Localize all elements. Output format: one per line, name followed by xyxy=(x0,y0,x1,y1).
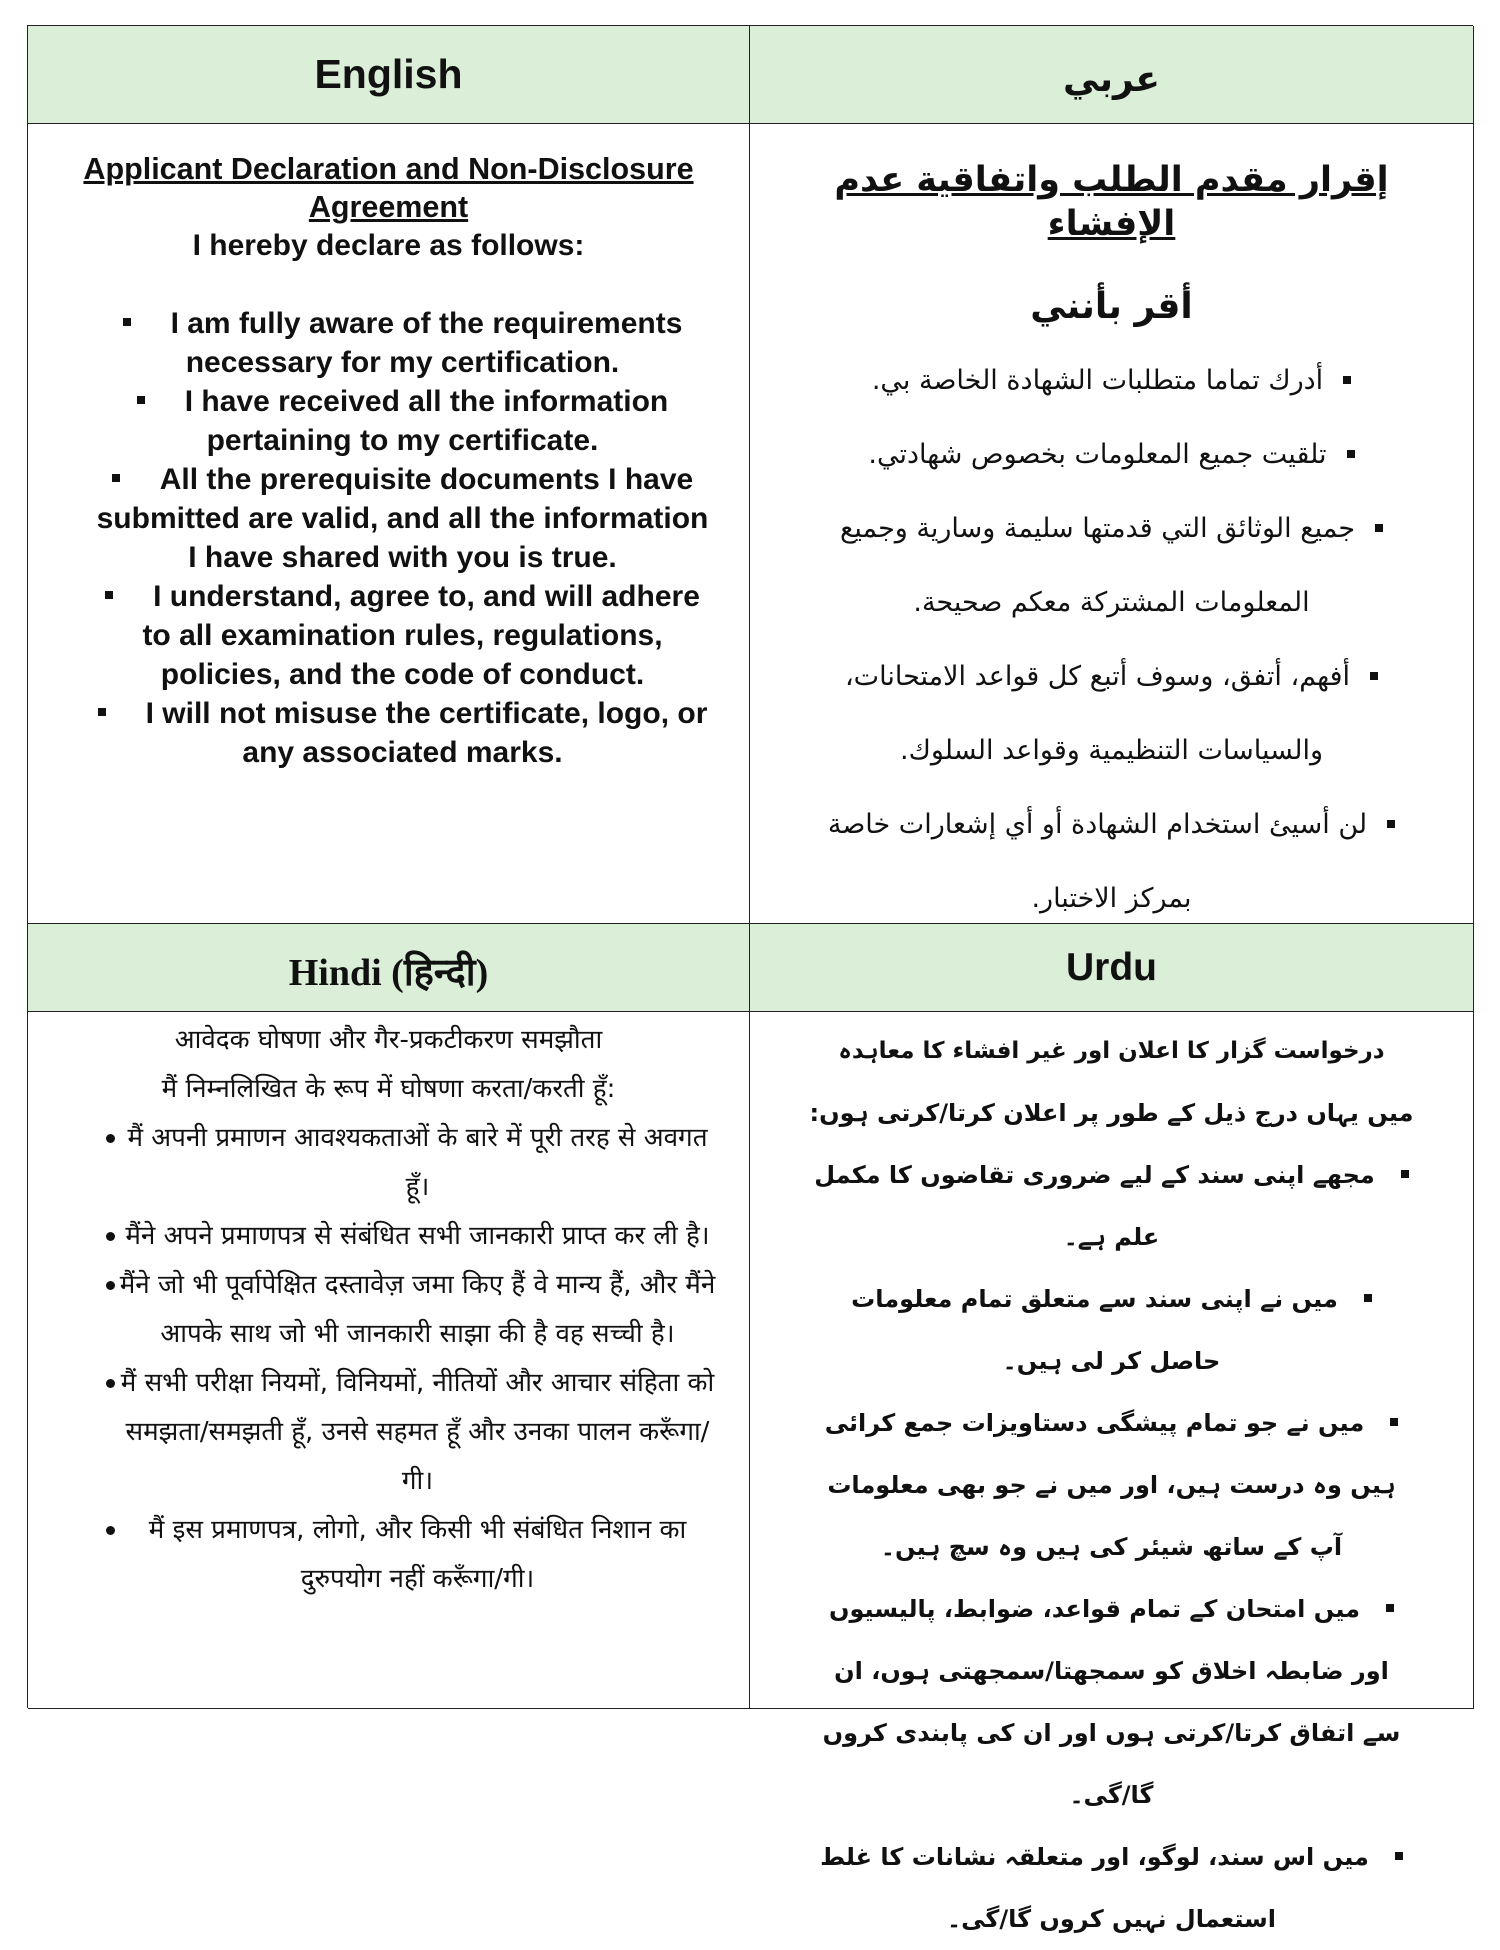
urdu-item-text: مجھے اپنی سند کے لیے ضروری تقاضوں کا مکمل علم ہے۔ xyxy=(814,1161,1375,1251)
urdu-title: درخواست گزار کا اعلان اور غیر افشاء کا معاہدہ xyxy=(838,1038,1385,1064)
english-items xyxy=(42,304,735,772)
list-item xyxy=(44,1506,733,1604)
square-bullet-icon xyxy=(1347,450,1355,458)
list-item xyxy=(42,304,735,382)
english-item-text: I will not misuse the certificate, logo, or any associated marks. xyxy=(145,697,708,769)
english-item-text: I have received all the information pertaining to my certificate. xyxy=(184,385,669,457)
list-item xyxy=(42,694,735,772)
english-item-text: I am fully aware of the requirements necessary for my certification. xyxy=(170,307,683,379)
hindi-item-text: मैंने अपने प्रमाणपत्र से संबंधित सभी जानकारी प्राप्त कर ली है। xyxy=(125,1221,710,1251)
header-english xyxy=(28,26,750,124)
arabic-declaration xyxy=(750,124,1474,924)
urdu-declaration xyxy=(750,1012,1474,1933)
hindi-items xyxy=(44,1114,733,1604)
hindi-item-text: मैं अपनी प्रमाणन आवश्यकताओं के बारे में पूरी तरह से अवगत हूँ। xyxy=(127,1123,708,1202)
hindi-title: आवेदक घोषणा और गैर-प्रकटीकरण समझौता xyxy=(174,1025,603,1055)
english-item-text: I understand, agree to, and will adhere to all examination rules, regulations, policies, and the code of conduct. xyxy=(142,580,700,691)
header-hindi-label: Hindi (हिन्दी) xyxy=(288,951,489,994)
list-item xyxy=(774,1268,1449,1392)
header-arabic xyxy=(750,26,1474,124)
list-item xyxy=(770,418,1453,492)
declaration-table xyxy=(27,25,1473,1933)
list-item xyxy=(770,492,1453,640)
list-item xyxy=(44,1359,733,1506)
square-bullet-icon xyxy=(1387,820,1395,828)
english-title: Applicant Declaration and Non-Disclosure Agreement xyxy=(83,152,694,224)
english-item-text: All the prerequisite documents I have submitted are valid, and all the information I have shared with you is true. xyxy=(96,463,709,574)
list-item xyxy=(774,1144,1449,1268)
header-arabic-label: عربي xyxy=(1063,59,1160,100)
hindi-intro: मैं निम्नलिखित के रूप में घोषणा करता/करती हूँ: xyxy=(161,1074,616,1104)
list-item xyxy=(42,577,735,694)
list-item xyxy=(774,1578,1449,1826)
list-item xyxy=(770,640,1453,788)
arabic-item-text: أفهم، أتفق، وسوف أتبع كل قواعد الامتحانات، والسياسات التنظيمية وقواعد السلوك. xyxy=(844,661,1351,766)
urdu-item-text: میں نے جو تمام پیشگی دستاویزات جمع کرائی ہیں وہ درست ہیں، اور میں نے جو بھی معلومات آپ کے ساتھ شیئر کی ہیں وہ سچ ہیں۔ xyxy=(824,1409,1396,1561)
square-bullet-icon xyxy=(1386,1604,1394,1612)
square-bullet-icon xyxy=(1401,1170,1409,1178)
list-item xyxy=(774,1392,1449,1578)
square-bullet-icon xyxy=(105,591,113,599)
square-bullet-icon xyxy=(112,474,120,482)
list-item xyxy=(44,1261,733,1359)
header-urdu-label: Urdu xyxy=(1066,945,1157,989)
list-item xyxy=(44,1212,733,1261)
list-item xyxy=(44,1114,733,1212)
square-bullet-icon xyxy=(123,318,131,326)
urdu-intro: میں یہاں درج ذیل کے طور پر اعلان کرتا/کرتی ہوں: xyxy=(809,1099,1414,1127)
urdu-item-text: میں اس سند، لوگو، اور متعلقہ نشانات کا غلط استعمال نہیں کروں گا/گی۔ xyxy=(820,1843,1369,1933)
list-item xyxy=(770,344,1453,418)
urdu-item-text: میں نے اپنی سند سے متعلق تمام معلومات حاصل کر لی ہیں۔ xyxy=(851,1285,1338,1375)
square-bullet-icon xyxy=(98,708,106,716)
list-item xyxy=(42,382,735,460)
arabic-item-text: لن أسيئ استخدام الشهادة أو أي إشعارات خاصة بمركز الاختبار. xyxy=(827,809,1368,914)
square-bullet-icon xyxy=(1390,1418,1398,1426)
arabic-item-text: تلقيت جميع المعلومات بخصوص شهادتي. xyxy=(868,439,1327,470)
arabic-item-text: جميع الوثائق التي قدمتها سليمة وسارية وجميع المعلومات المشتركة معكم صحيحة. xyxy=(839,513,1356,618)
hindi-item-text: मैं सभी परीक्षा नियमों, विनियमों, नीतियों और आचार संहिता को समझता/समझती हूँ, उनसे सहमत हूँ और उनका पालन करूँगा/गी। xyxy=(120,1368,715,1496)
english-declaration xyxy=(28,124,750,924)
arabic-title: إقرار مقدم الطلب واتفاقية عدم الإفشاء xyxy=(834,160,1389,244)
square-bullet-icon xyxy=(1364,1294,1372,1302)
list-item xyxy=(774,1826,1449,1950)
header-urdu xyxy=(750,924,1474,1012)
square-bullet-icon xyxy=(1375,524,1383,532)
header-hindi xyxy=(28,924,750,1012)
square-bullet-icon xyxy=(1395,1852,1403,1860)
square-bullet-icon xyxy=(137,396,145,404)
list-item xyxy=(42,460,735,577)
hindi-declaration xyxy=(28,1012,750,1709)
urdu-items xyxy=(774,1144,1449,1950)
header-english-label: English xyxy=(314,51,463,97)
urdu-item-text: میں امتحان کے تمام قواعد، ضوابط، پالیسیوں اور ضابطہ اخلاق کو سمجھتا/سمجھتی ہوں، ان سے اتفاق کرتا/کرتی ہوں اور ان کی پابندی کروں گا/گی۔ xyxy=(822,1595,1401,1809)
english-intro: I hereby declare as follows: xyxy=(192,229,585,262)
arabic-intro: أقر بأنني xyxy=(1030,286,1193,327)
hindi-item-text: मैं इस प्रमाणपत्र, लोगो, और किसी भी संबंधित निशान का दुरुपयोग नहीं करूँगा/गी। xyxy=(148,1515,687,1594)
square-bullet-icon xyxy=(1370,672,1378,680)
square-bullet-icon xyxy=(1343,376,1351,384)
arabic-item-text: أدرك تماما متطلبات الشهادة الخاصة بي. xyxy=(871,365,1324,396)
list-item xyxy=(770,788,1453,936)
arabic-items xyxy=(770,344,1453,936)
hindi-item-text: मैंने जो भी पूर्वापेक्षित दस्तावेज़ जमा किए हैं वे मान्य हैं, और मैंने आपके साथ जो भी जानकारी साझा की है वह सच्ची है। xyxy=(119,1270,716,1349)
